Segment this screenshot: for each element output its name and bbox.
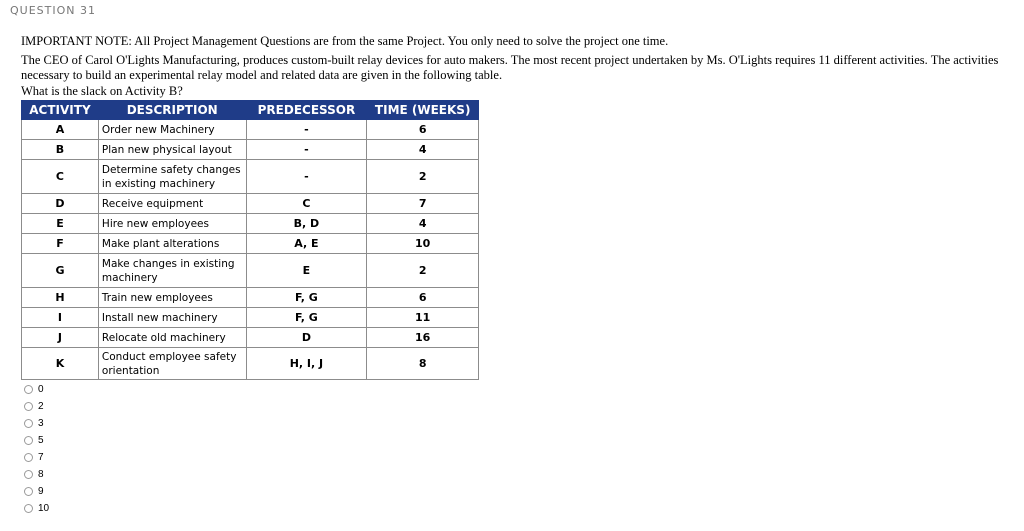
answer-choice-label: 9 xyxy=(38,486,44,497)
predecessor-cell: - xyxy=(246,120,367,140)
radio-button[interactable] xyxy=(24,385,33,394)
table-header-row xyxy=(22,101,479,120)
answer-choice[interactable] xyxy=(24,398,49,415)
header-predecessor: PREDECESSOR xyxy=(246,101,367,120)
header-description: DESCRIPTION xyxy=(98,101,246,120)
answer-choice[interactable] xyxy=(24,415,49,432)
activity-cell: G xyxy=(22,254,99,288)
description-cell: Hire new employees xyxy=(98,214,246,234)
answer-choice-label: 0 xyxy=(38,384,44,395)
description-cell: Plan new physical layout xyxy=(98,140,246,160)
time-cell: 8 xyxy=(367,348,479,380)
activity-cell: H xyxy=(22,288,99,308)
description-cell: Train new employees xyxy=(98,288,246,308)
description-cell: Relocate old machinery xyxy=(98,328,246,348)
predecessor-cell: F, G xyxy=(246,308,367,328)
table-row xyxy=(22,308,479,328)
activity-cell: D xyxy=(22,194,99,214)
predecessor-cell: - xyxy=(246,140,367,160)
time-cell: 16 xyxy=(367,328,479,348)
description-cell: Determine safety changes in existing machinery xyxy=(98,160,246,194)
description-cell: Install new machinery xyxy=(98,308,246,328)
header-time: TIME (WEEKS) xyxy=(367,101,479,120)
answer-choice-label: 8 xyxy=(38,469,44,480)
radio-button[interactable] xyxy=(24,453,33,462)
radio-button[interactable] xyxy=(24,487,33,496)
answer-choice-label: 10 xyxy=(38,503,50,514)
predecessor-cell: E xyxy=(246,254,367,288)
activity-cell: B xyxy=(22,140,99,160)
time-cell: 2 xyxy=(367,160,479,194)
description-cell: Conduct employee safety orientation xyxy=(98,348,246,380)
answer-choice[interactable] xyxy=(24,466,49,483)
radio-button[interactable] xyxy=(24,504,33,513)
answer-choice-label: 2 xyxy=(38,401,44,412)
description-cell: Receive equipment xyxy=(98,194,246,214)
radio-button[interactable] xyxy=(24,402,33,411)
table-row xyxy=(22,194,479,214)
answer-choice[interactable] xyxy=(24,449,49,466)
predecessor-cell: - xyxy=(246,160,367,194)
radio-button[interactable] xyxy=(24,470,33,479)
activity-cell: C xyxy=(22,160,99,194)
table-row xyxy=(22,214,479,234)
table-row xyxy=(22,120,479,140)
table-row xyxy=(22,348,479,380)
predecessor-cell: B, D xyxy=(246,214,367,234)
table-row xyxy=(22,160,479,194)
radio-button[interactable] xyxy=(24,436,33,445)
answer-choice[interactable] xyxy=(24,381,49,398)
time-cell: 10 xyxy=(367,234,479,254)
activity-cell: E xyxy=(22,214,99,234)
table-row xyxy=(22,328,479,348)
question-intro: The CEO of Carol O'Lights Manufacturing, produces custom-built relay devices for auto makers. The most recent project undertaken by Ms. O'Lights requires 11 different activities. The activities necessary to build an experimental relay model and related data are given in the following table. xyxy=(21,52,999,82)
predecessor-cell: D xyxy=(246,328,367,348)
question-header: QUESTION 31 xyxy=(10,4,96,17)
important-note: IMPORTANT NOTE: All Project Management Questions are from the same Project. You only need to solve the project one time. xyxy=(21,34,669,48)
activity-cell: J xyxy=(22,328,99,348)
time-cell: 7 xyxy=(367,194,479,214)
table-row xyxy=(22,234,479,254)
activity-cell: A xyxy=(22,120,99,140)
question-prompt: What is the slack on Activity B? xyxy=(21,83,183,98)
question-text xyxy=(21,34,1016,99)
table-row xyxy=(22,140,479,160)
answer-choice[interactable] xyxy=(24,500,49,517)
time-cell: 2 xyxy=(367,254,479,288)
time-cell: 11 xyxy=(367,308,479,328)
activity-cell: I xyxy=(22,308,99,328)
activity-cell: F xyxy=(22,234,99,254)
activity-table xyxy=(21,100,479,380)
time-cell: 6 xyxy=(367,120,479,140)
predecessor-cell: F, G xyxy=(246,288,367,308)
answer-choice[interactable] xyxy=(24,483,49,500)
table-body xyxy=(22,120,479,380)
time-cell: 4 xyxy=(367,214,479,234)
radio-button[interactable] xyxy=(24,419,33,428)
predecessor-cell: C xyxy=(246,194,367,214)
description-cell: Order new Machinery xyxy=(98,120,246,140)
description-cell: Make plant alterations xyxy=(98,234,246,254)
answer-choices xyxy=(24,381,49,517)
description-cell: Make changes in existing machinery xyxy=(98,254,246,288)
time-cell: 4 xyxy=(367,140,479,160)
answer-choice-label: 7 xyxy=(38,452,44,463)
table-row xyxy=(22,288,479,308)
answer-choice-label: 3 xyxy=(38,418,44,429)
header-activity: ACTIVITY xyxy=(22,101,99,120)
predecessor-cell: A, E xyxy=(246,234,367,254)
time-cell: 6 xyxy=(367,288,479,308)
predecessor-cell: H, I, J xyxy=(246,348,367,380)
activity-cell: K xyxy=(22,348,99,380)
answer-choice[interactable] xyxy=(24,432,49,449)
answer-choice-label: 5 xyxy=(38,435,44,446)
table-row xyxy=(22,254,479,288)
